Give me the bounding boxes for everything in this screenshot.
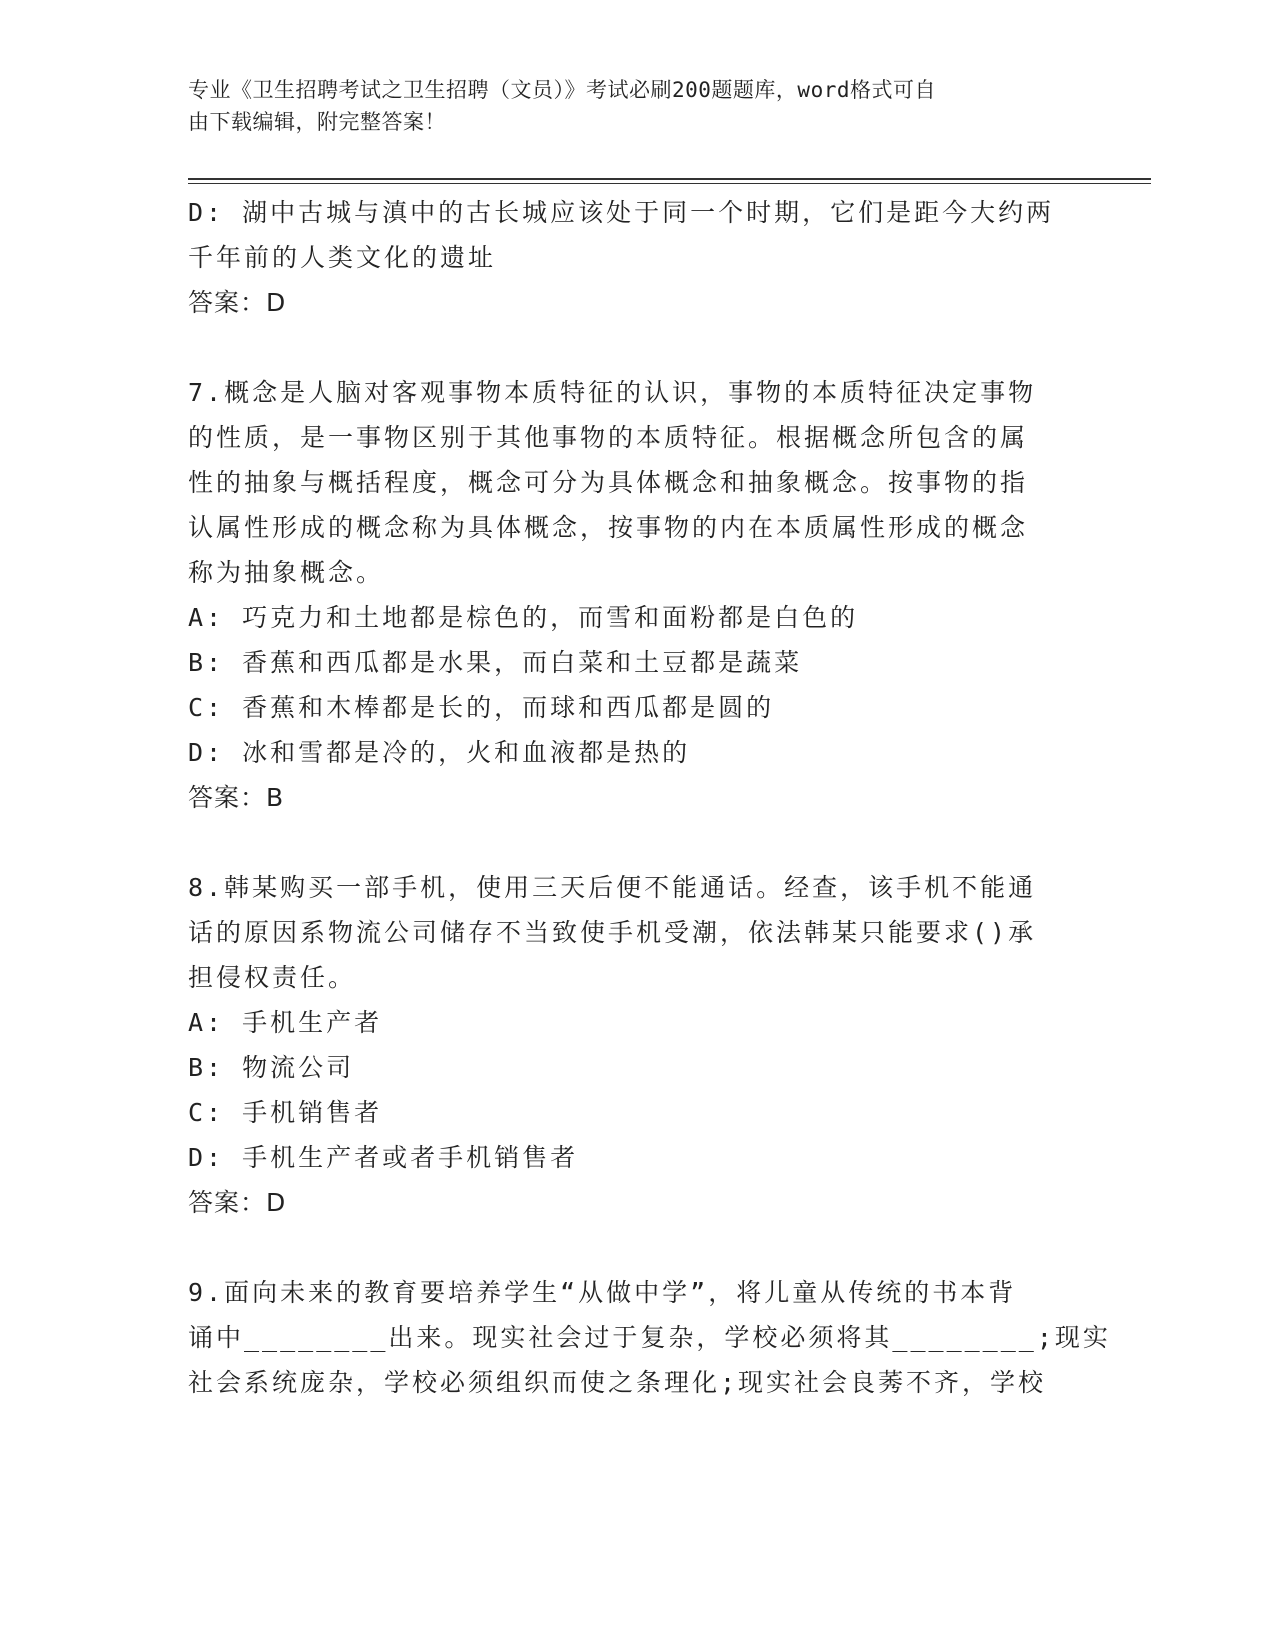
question-stem-line: 称为抽象概念。 — [188, 558, 385, 587]
question-8 — [188, 865, 1088, 1225]
question-stem-line: 认属性形成的概念称为具体概念，按事物的内在本质属性形成的概念 — [188, 513, 1029, 542]
header-divider-thin — [188, 183, 1151, 184]
question-stem-line: 担侵权责任。 — [188, 963, 357, 992]
question-stem-line: 8.韩某购买一部手机，使用三天后便不能通话。经查，该手机不能通 — [188, 873, 1037, 902]
question-9 — [188, 1270, 1111, 1405]
option-a: A: 巧克力和土地都是棕色的，而雪和面粉都是白色的 — [188, 603, 859, 632]
option-c: C: 手机销售者 — [188, 1098, 383, 1127]
document-header — [188, 74, 1068, 138]
option-b: B: 香蕉和西瓜都是水果，而白菜和土豆都是蔬菜 — [188, 648, 803, 677]
answer: 答案：D — [188, 1188, 287, 1217]
question-stem-line: 7.概念是人脑对客观事物本质特征的认识，事物的本质特征决定事物 — [188, 378, 1037, 407]
answer: 答案：B — [188, 783, 285, 812]
option-c: C: 香蕉和木棒都是长的，而球和西瓜都是圆的 — [188, 693, 775, 722]
question-stem-line: 社会系统庞杂，学校必须组织而使之条理化;现实社会良莠不齐，学校 — [188, 1368, 1047, 1397]
option-d: D: 湖中古城与滇中的古长城应该处于同一个时期，它们是距今大约两 — [188, 198, 1055, 227]
question-6 — [188, 190, 1088, 325]
question-stem-line: 9.面向未来的教育要培养学生“从做中学”，将儿童从传统的书本背 — [188, 1278, 1017, 1307]
header-line-2: 由下载编辑，附完整答案！ — [188, 110, 446, 134]
document-body — [188, 190, 1111, 1405]
header-line-1: 专业《卫生招聘考试之卫生招聘（文员）》考试必刷200题题库，word格式可自 — [188, 78, 936, 102]
answer: 答案：D — [188, 288, 287, 317]
header-divider-thick — [188, 178, 1151, 180]
option-d: D: 手机生产者或者手机销售者 — [188, 1143, 579, 1172]
question-7 — [188, 370, 1088, 820]
option-d: D: 冰和雪都是冷的，火和血液都是热的 — [188, 738, 691, 767]
spacer — [188, 325, 1088, 370]
question-stem-line: 性的抽象与概括程度，概念可分为具体概念和抽象概念。按事物的指 — [188, 468, 1029, 497]
question-stem-line: 话的原因系物流公司储存不当致使手机受潮，依法韩某只能要求()承 — [188, 918, 1037, 947]
question-stem-line: 的性质，是一事物区别于其他事物的本质特征。根据概念所包含的属 — [188, 423, 1029, 452]
spacer — [188, 820, 1088, 865]
option-b: B: 物流公司 — [188, 1053, 355, 1082]
spacer — [188, 1225, 1088, 1270]
option-d-continued: 千年前的人类文化的遗址 — [188, 243, 497, 272]
question-stem-line: 诵中________出来。现实社会过于复杂，学校必须将其________;现实 — [188, 1323, 1111, 1352]
option-a: A: 手机生产者 — [188, 1008, 383, 1037]
